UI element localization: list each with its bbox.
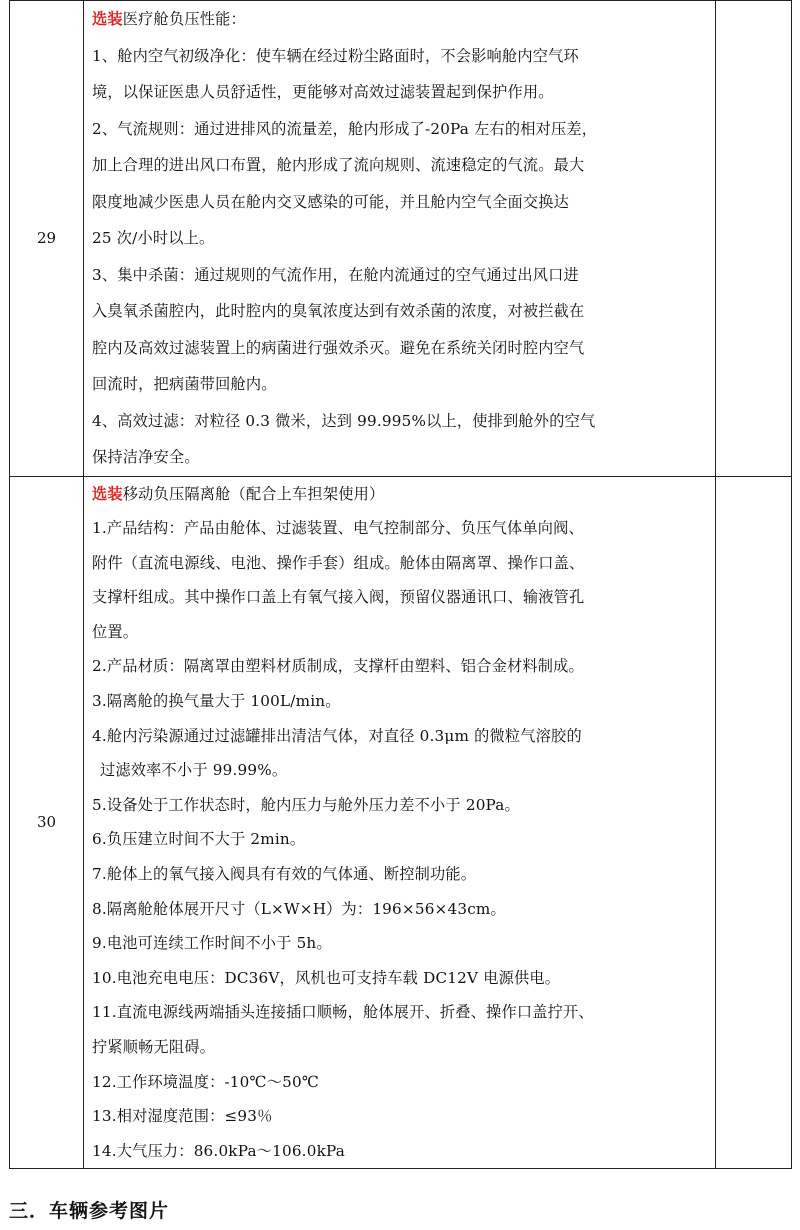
content-line: 10.电池充电电压：DC36V，风机也可支持车载 DC12V 电源供电。 bbox=[92, 968, 561, 987]
row-number: 29 bbox=[10, 1, 84, 477]
content-line: 支撑杆组成。其中操作口盖上有氧气接入阀，预留仪器通讯口、输液管孔 bbox=[92, 588, 585, 607]
content-line: 4.舱内污染源通过过滤罐排出清洁气体，对直径 0.3μm 的微粒气溶胶的 bbox=[92, 726, 582, 745]
row-title bbox=[92, 477, 709, 512]
row-title-text: 移动负压隔离舱（配合上车担架使用） bbox=[122, 484, 385, 503]
table-row bbox=[10, 476, 792, 1169]
content-line: 2.产品材质：隔离罩由塑料材质制成，支撑杆由塑料、铝合金材料制成。 bbox=[92, 657, 584, 676]
content-line: 25 次/小时以上。 bbox=[92, 229, 215, 247]
content-line: 13.相对湿度范围：≤93％ bbox=[92, 1107, 273, 1126]
row-content bbox=[84, 1, 716, 477]
content-line: 7.舱体上的氧气接入阀具有有效的气体通、断控制功能。 bbox=[92, 865, 477, 884]
content-line: 保持洁净安全。 bbox=[92, 448, 200, 466]
empty-cell bbox=[716, 1, 792, 477]
content-line: 过滤效率不小于 99.99%。 bbox=[100, 761, 288, 780]
content-line: 位置。 bbox=[92, 622, 139, 641]
row-title bbox=[92, 1, 709, 38]
content-line: 3、集中杀菌：通过规则的气流作用，在舱内流通过的空气通过出风口进 bbox=[92, 265, 579, 284]
empty-cell bbox=[716, 476, 792, 1169]
content-line: 1、舱内空气初级净化：使车辆在经过粉尘路面时，不会影响舱内空气环 bbox=[92, 46, 579, 65]
content-line: 9.电池可连续工作时间不小于 5h。 bbox=[92, 934, 332, 953]
content-line: 5.设备处于工作状态时，舱内压力与舱外压力差不小于 20Pa。 bbox=[92, 795, 520, 814]
table-row bbox=[10, 1, 792, 477]
content-line: 附件（直流电源线、电池、操作手套）组成。舱体由隔离罩、操作口盖、 bbox=[92, 553, 585, 572]
option-highlight: 选装 bbox=[92, 10, 123, 28]
content-line: 6.负压建立时间不大于 2min。 bbox=[92, 830, 306, 849]
content-line: 腔内及高效过滤装置上的病菌进行强效杀灭。避免在系统关闭时腔内空气 bbox=[92, 338, 585, 357]
row-title-text: 医疗舱负压性能： bbox=[122, 10, 246, 28]
option-highlight: 选装 bbox=[92, 484, 123, 503]
content-line: 8.隔离舱舱体展开尺寸（L×W×H）为：196×56×43cm。 bbox=[92, 899, 506, 918]
content-line: 14.大气压力：86.0kPa～106.0kPa bbox=[92, 1141, 345, 1160]
section-heading: 三．车辆参考图片 bbox=[9, 1200, 170, 1222]
content-line: 1.产品结构：产品由舱体、过滤装置、电气控制部分、负压气体单向阀、 bbox=[92, 519, 584, 538]
content-line: 回流时，把病菌带回舱内。 bbox=[92, 375, 277, 393]
content-line: 加上合理的进出风口布置，舱内形成了流向规则、流速稳定的气流。最大 bbox=[92, 156, 585, 174]
row-content bbox=[84, 476, 716, 1169]
content-line: 12.工作环境温度：-10℃～50℃ bbox=[92, 1072, 320, 1091]
content-line: 4、高效过滤：对粒径 0.3 微米，达到 99.995%以上，使排到舱外的空气 bbox=[92, 411, 596, 430]
content-line: 3.隔离舱的换气量大于 100L/min。 bbox=[92, 692, 341, 711]
content-line: 11.直流电源线两端插头连接插口顺畅，舱体展开、折叠、操作口盖拧开、 bbox=[92, 1003, 594, 1022]
content-line: 境，以保证医患人员舒适性，更能够对高效过滤装置起到保护作用。 bbox=[92, 83, 554, 101]
spec-table bbox=[9, 0, 792, 1169]
content-line: 入臭氧杀菌腔内，此时腔内的臭氧浓度达到有效杀菌的浓度，对被拦截在 bbox=[92, 302, 585, 320]
content-line: 拧紧顺畅无阻碍。 bbox=[92, 1038, 216, 1056]
content-line: 2、气流规则：通过进排风的流量差，舱内形成了-20Pa 左右的相对压差， bbox=[92, 119, 598, 138]
row-number: 30 bbox=[10, 476, 84, 1169]
content-line: 限度地减少医患人员在舱内交叉感染的可能，并且舱内空气全面交换达 bbox=[92, 192, 570, 211]
